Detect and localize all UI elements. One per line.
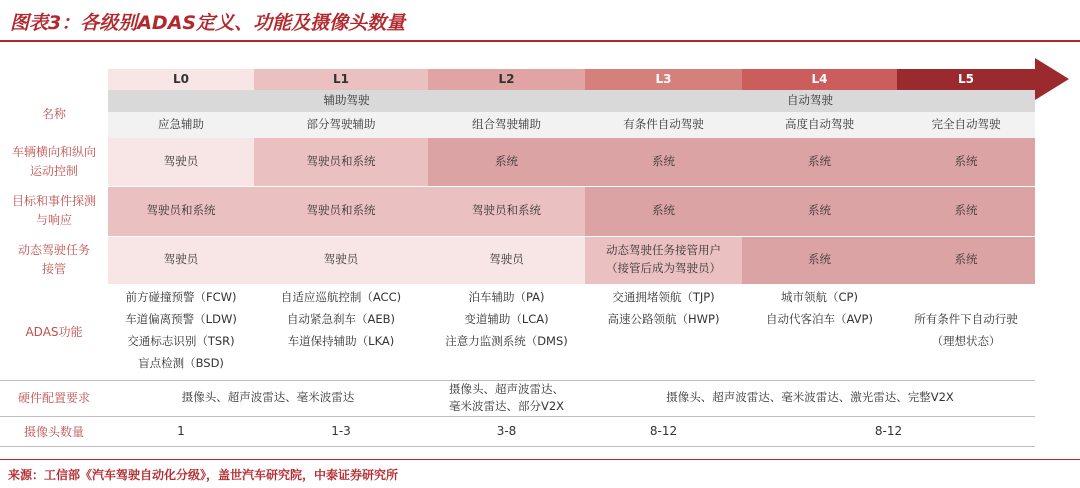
detection-l4: 系统	[742, 186, 897, 236]
cameras-l2: 3-8	[496, 423, 517, 438]
footer-rule	[0, 459, 1080, 460]
feature-item: 车道保持辅助（LKA)	[287, 334, 395, 348]
takeover-l5: 系统	[897, 236, 1035, 284]
features-l5	[897, 308, 1035, 352]
takeover-l4: 系统	[742, 236, 897, 284]
feature-item: 变道辅助（LCA)	[464, 312, 549, 326]
feature-item: 车道偏离预警（LDW)	[125, 312, 237, 326]
features-l3	[585, 286, 742, 330]
name-l4: 高度自动驾驶	[742, 112, 897, 138]
level-l1: L1	[254, 69, 428, 90]
name-l2: 组合驾驶辅助	[428, 112, 585, 138]
features-l2	[428, 286, 585, 352]
row-label-takeover: 动态驾驶任务接管	[17, 243, 90, 276]
feature-item: 自动紧急刹车（AEB)	[286, 312, 395, 326]
feature-item: 注意力监测系统（DMS)	[445, 334, 568, 348]
row-label-detection: 目标和事件探测与响应	[12, 194, 97, 227]
feature-item: 前方碰撞预警（FCW)	[125, 290, 237, 304]
takeover-l3: 动态驾驶任务接管用户 （接管后成为驾驶员）	[585, 236, 742, 284]
row-separator	[0, 446, 1035, 447]
feature-item: 自动代客泊车（AVP)	[766, 312, 873, 326]
level-arrow-head	[1035, 58, 1069, 100]
features-l1	[254, 286, 428, 352]
cameras-l4-l5: 8-12	[874, 423, 903, 438]
control-l1: 驾驶员和系统	[254, 138, 428, 186]
control-l0: 驾驶员	[108, 138, 254, 186]
detection-l3: 系统	[585, 186, 742, 236]
hardware-l3-l5: 摄像头、超声波雷达、毫米波雷达、激光雷达、完整V2X	[666, 390, 954, 405]
feature-item: 自适应巡航控制（ACC)	[280, 290, 402, 304]
group-autonomous: 自动驾驶	[585, 90, 1035, 112]
feature-item: 所有条件下自动行驶	[914, 312, 1018, 326]
grid-line	[108, 186, 1035, 187]
feature-item: 交通拥堵领航（TJP)	[612, 290, 715, 304]
level-l2: L2	[428, 69, 585, 90]
control-l5: 系统	[897, 138, 1035, 186]
feature-item: 盲点检测（BSD)	[138, 356, 224, 370]
row-label-control: 车辆横向和纵向运动控制	[12, 145, 97, 178]
figure-title: 图表3：各级别ADAS定义、功能及摄像头数量	[10, 12, 406, 34]
detection-l5: 系统	[897, 186, 1035, 236]
grid-line	[108, 236, 1035, 237]
cameras-l0: 1	[177, 423, 185, 438]
level-l4: L4	[742, 69, 897, 90]
detection-l1: 驾驶员和系统	[254, 186, 428, 236]
level-l5: L5	[897, 69, 1035, 90]
level-l0: L0	[108, 69, 254, 90]
takeover-l0: 驾驶员	[108, 236, 254, 284]
feature-item: 交通标志识别（TSR)	[127, 334, 235, 348]
control-l3: 系统	[585, 138, 742, 186]
name-l1: 部分驾驶辅助	[254, 112, 428, 138]
name-l5: 完全自动驾驶	[897, 112, 1035, 138]
name-l3: 有条件自动驾驶	[585, 112, 742, 138]
control-l2: 系统	[428, 138, 585, 186]
feature-item: 高速公路领航（HWP)	[607, 312, 720, 326]
feature-item: 城市领航（CP)	[781, 290, 858, 304]
cameras-l1: 1-3	[331, 423, 351, 438]
level-l3: L3	[585, 69, 742, 90]
row-label-name: 名称	[41, 106, 66, 121]
group-assisted: 辅助驾驶	[108, 90, 585, 112]
takeover-l2: 驾驶员	[428, 236, 585, 284]
row-label-functions: ADAS功能	[25, 324, 83, 339]
takeover-l1: 驾驶员	[254, 236, 428, 284]
detection-l2: 驾驶员和系统	[428, 186, 585, 236]
hardware-l2: 摄像头、超声波雷达、 毫米波雷达、部分V2X	[448, 382, 565, 413]
row-label-cameras: 摄像头数量	[23, 424, 84, 439]
source-note: 来源：工信部《汽车驾驶自动化分级》，盖世汽车研究院，中泰证券研究所	[8, 468, 399, 482]
hardware-l0-l1: 摄像头、超声波雷达、毫米波雷达	[181, 390, 355, 405]
feature-item: （理想状态）	[931, 334, 1001, 348]
title-rule	[0, 40, 1080, 42]
row-label-hardware: 硬件配置要求	[17, 390, 90, 405]
control-l4: 系统	[742, 138, 897, 186]
feature-item: 泊车辅助（PA)	[468, 290, 545, 304]
features-l4	[742, 286, 897, 330]
cameras-l3: 8-12	[649, 423, 678, 438]
features-l0	[108, 286, 254, 374]
name-l0: 应急辅助	[108, 112, 254, 138]
detection-l0: 驾驶员和系统	[108, 186, 254, 236]
